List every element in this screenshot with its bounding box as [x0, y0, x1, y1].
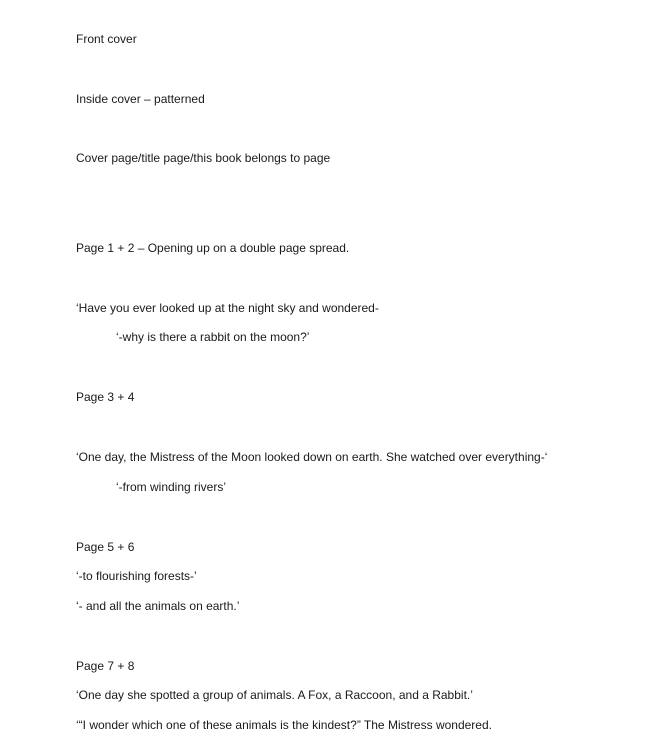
inside-cover-heading: Inside cover – patterned — [76, 92, 205, 106]
story-line-mistress-watch: ‘One day, the Mistress of the Moon looked down on earth. She watched over everything-‘ — [76, 450, 548, 464]
page-5-6-heading: Page 5 + 6 — [76, 540, 135, 554]
page-3-4-heading: Page 3 + 4 — [76, 390, 135, 404]
story-line-winding-rivers: ‘-from winding rivers’ — [116, 480, 227, 494]
page-1-2-heading: Page 1 + 2 – Opening up on a double page spread. — [76, 241, 350, 255]
story-line-night-sky: ‘Have you ever looked up at the night sky and wondered- — [76, 301, 379, 315]
page-7-8-heading: Page 7 + 8 — [76, 659, 135, 673]
front-cover-heading: Front cover — [76, 32, 137, 46]
story-line-rabbit-moon: ‘-why is there a rabbit on the moon?’ — [116, 330, 310, 344]
cover-page-heading: Cover page/title page/this book belongs to page — [76, 151, 331, 165]
story-line-forests: ‘-to flourishing forests-’ — [76, 569, 197, 583]
story-line-animals: ‘- and all the animals on earth.’ — [76, 599, 240, 613]
story-line-group-of-animals: ‘One day she spotted a group of animals. A Fox, a Raccoon, and a Rabbit.’ — [76, 688, 473, 702]
story-line-kindest: ‘“I wonder which one of these animals is the kindest?” The Mistress wondered. — [76, 718, 492, 732]
